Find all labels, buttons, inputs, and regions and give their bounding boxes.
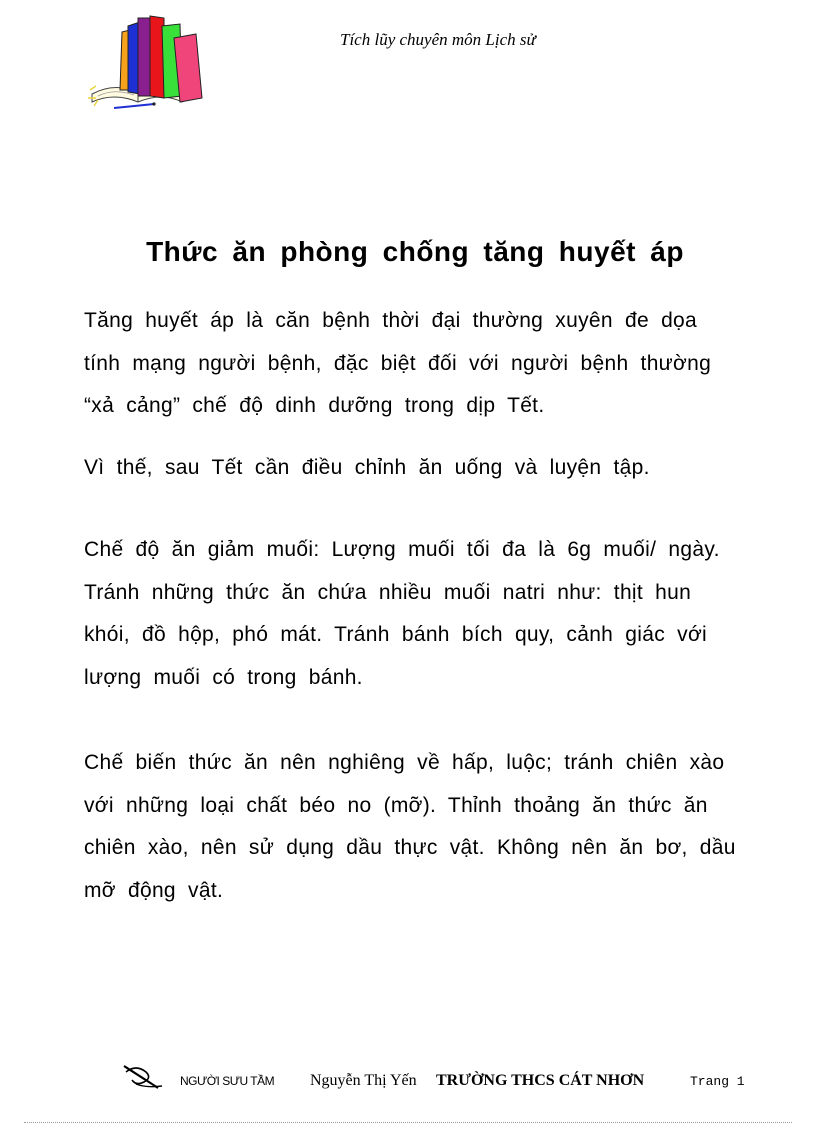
header-title: Tích lũy chuyên môn Lịch sử [340,30,536,49]
pen-icon [122,1062,166,1090]
books-icon [84,12,208,116]
paragraph-3: Chế độ ăn giảm muối: Lượng muối tối đa là 6g muối/ ngày. Tránh những thức ăn chứa nhiều muối natri như: thịt hun khói, đồ hộp, phó mát. Tránh bánh bích quy, cảnh giác với lượng muối có trong bánh. [84,538,720,689]
page-number: Trang 1 [690,1074,745,1089]
page-title: Thức ăn phòng chống tăng huyết áp [146,236,684,267]
paragraph-4: Chế biến thức ăn nên nghiêng về hấp, luộc; tránh chiên xào với những loại chất béo no (mỡ). Thỉnh thoảng ăn thức ăn chiên xào, nên sử dụng dầu thực vật. Không nên ăn bơ, dầu mỡ động vật. [84,751,736,902]
collector-label: NGƯỜI SƯU TẦM [180,1074,275,1088]
author-name: Nguyễn Thị Yến [310,1072,417,1089]
page-footer [0,1062,816,1092]
school-name: TRƯỜNG THCS CÁT NHƠN [436,1072,645,1089]
paragraph-2: Vì thế, sau Tết cần điều chỉnh ăn uống và luyện tập. [84,456,650,479]
paragraph-1: Tăng huyết áp là căn bệnh thời đại thường xuyên đe dọa tính mạng người bệnh, đặc biệt đối với người bệnh thường “xả cảng” chế độ dinh dưỡng trong dịp Tết. [84,309,712,417]
